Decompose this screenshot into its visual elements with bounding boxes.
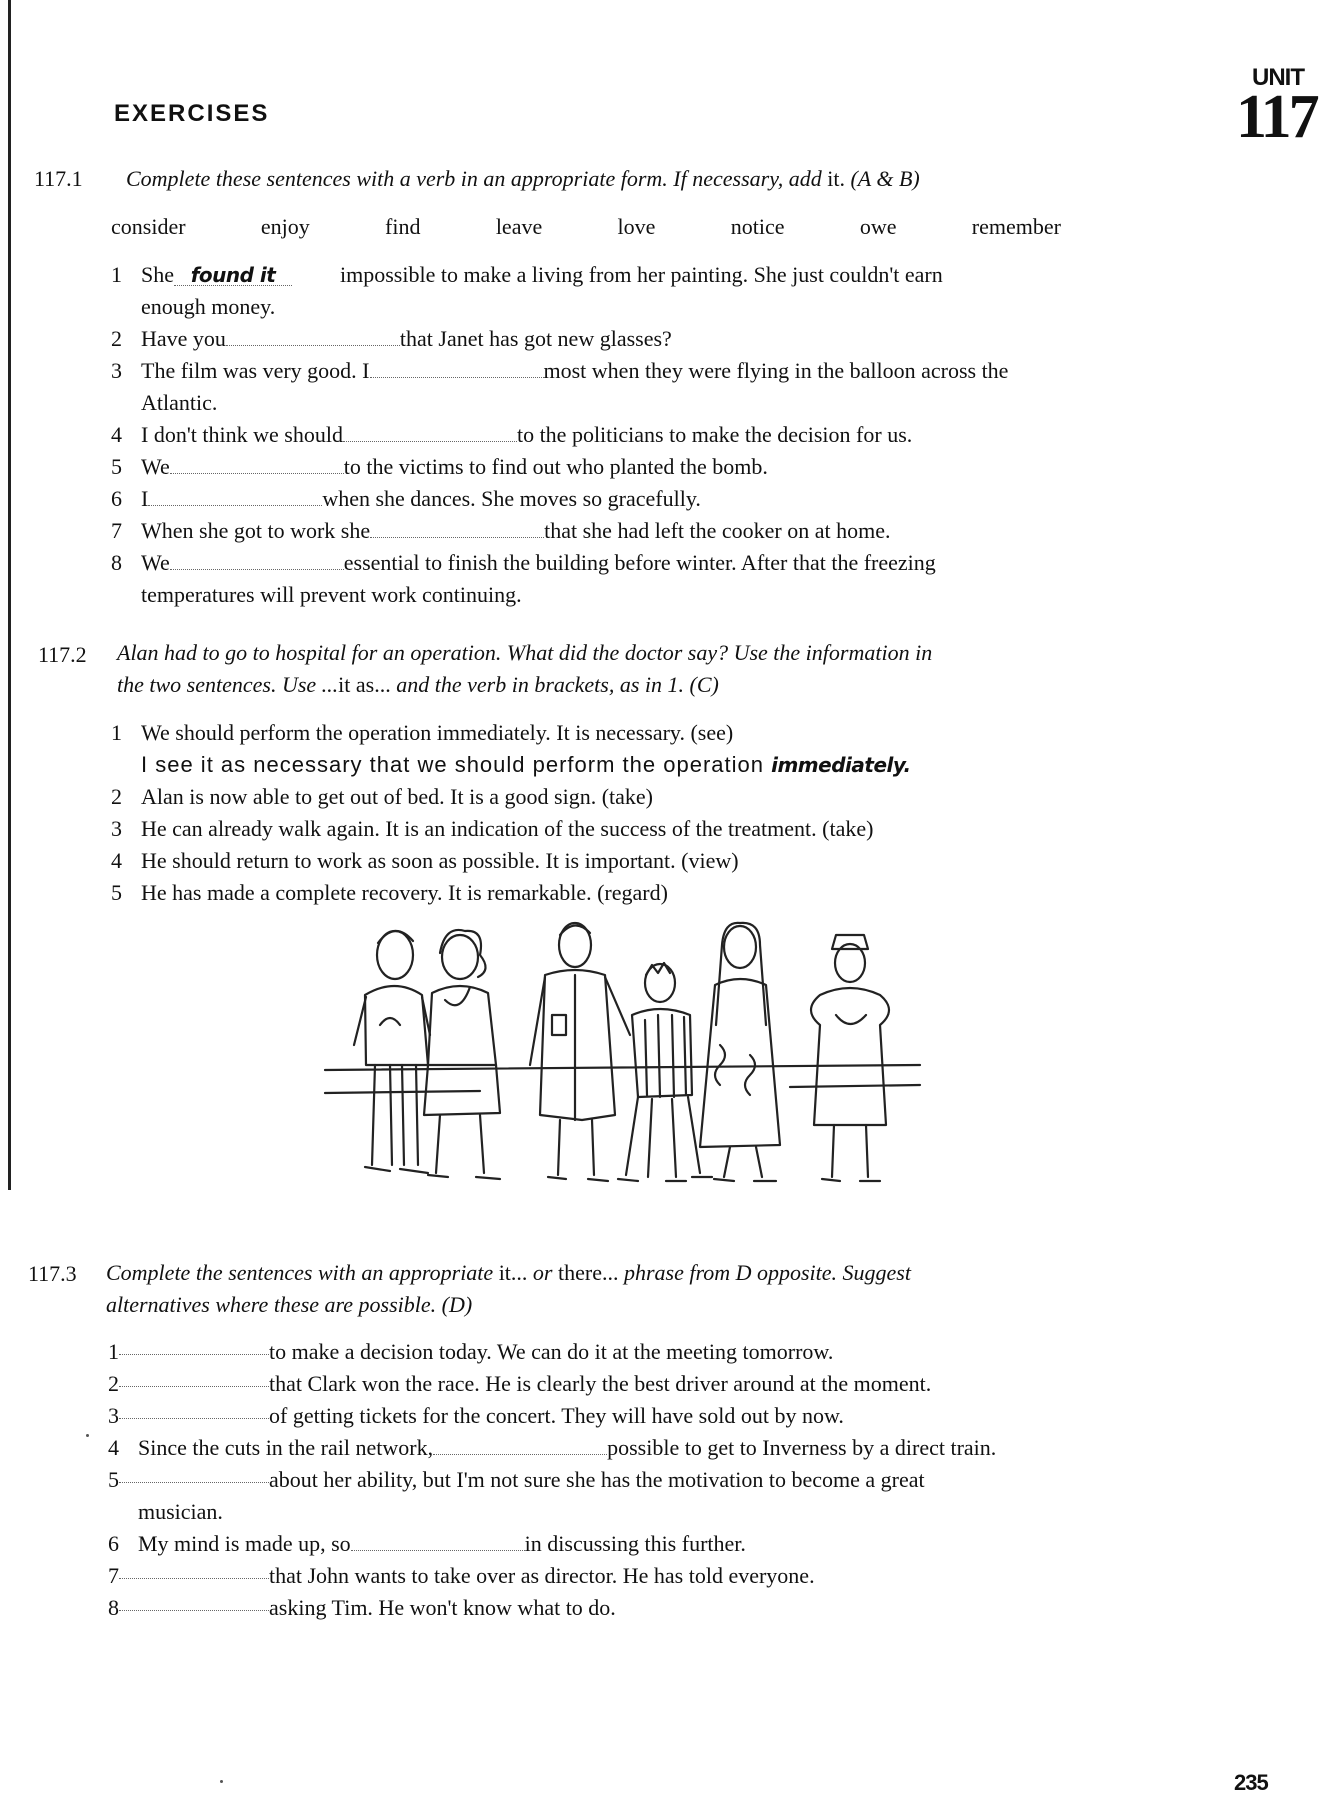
word-bank-item: leave bbox=[495, 214, 543, 239]
instruction-it: it. bbox=[827, 166, 845, 191]
exercise-instruction bbox=[106, 1257, 1206, 1321]
exercise-item bbox=[111, 355, 1231, 387]
exercise-item bbox=[108, 1528, 1228, 1560]
exercise-item bbox=[108, 1336, 1228, 1368]
exercise-item bbox=[111, 547, 1231, 579]
item-text: Have you bbox=[141, 326, 226, 351]
instruction-there: there... bbox=[557, 1260, 619, 1285]
item-text: She bbox=[141, 262, 174, 287]
answer-blank[interactable] bbox=[119, 1368, 269, 1387]
item-number: 2 bbox=[108, 1371, 119, 1396]
answer-blank[interactable] bbox=[119, 1592, 269, 1611]
item-continuation: enough money. bbox=[141, 294, 276, 319]
item-text: that John wants to take over as director. He has told everyone. bbox=[269, 1563, 815, 1588]
item-number: 3 bbox=[111, 816, 122, 841]
instruction-ref: (A & B) bbox=[850, 166, 920, 191]
item-continuation: Atlantic. bbox=[141, 390, 218, 415]
item-number: 5 bbox=[111, 880, 122, 905]
item-text: When she got to work she bbox=[141, 518, 371, 543]
item-continuation: musician. bbox=[138, 1499, 223, 1524]
item-text: in discussing this further. bbox=[524, 1531, 746, 1556]
instruction-tail: If necessary, add bbox=[673, 166, 822, 191]
instruction-text: or bbox=[532, 1260, 553, 1285]
exercise-item bbox=[108, 1592, 1228, 1624]
example-answer bbox=[111, 749, 1231, 781]
item-text: He has made a complete recovery. It is remarkable. (regard) bbox=[141, 880, 668, 905]
answer-blank[interactable] bbox=[119, 1400, 269, 1419]
item-number: 4 bbox=[108, 1435, 119, 1460]
page-number: 235 bbox=[1234, 1770, 1268, 1795]
instruction-text: Complete these sentences with a verb in an appropriate form. bbox=[126, 166, 668, 191]
nurse-figure bbox=[811, 935, 889, 1181]
answer-blank[interactable] bbox=[170, 551, 344, 570]
answer-blank[interactable] bbox=[119, 1464, 269, 1483]
answer-blank[interactable] bbox=[170, 455, 344, 474]
section-heading: EXERCISES bbox=[114, 100, 270, 127]
man-figure bbox=[354, 931, 430, 1173]
example-answer-text: I see it as necessary that we should perform the operation bbox=[141, 752, 764, 777]
word-bank bbox=[111, 214, 1061, 240]
instruction-line bbox=[117, 669, 1197, 701]
item-text: when she dances. She moves so gracefully. bbox=[322, 486, 701, 511]
item-number: 3 bbox=[108, 1403, 119, 1428]
item-number: 6 bbox=[108, 1531, 119, 1556]
woman-figure bbox=[424, 930, 500, 1179]
item-number: 8 bbox=[111, 550, 122, 575]
item-number: 1 bbox=[111, 262, 122, 287]
exercise-item bbox=[108, 1464, 1228, 1496]
exercise-item bbox=[111, 323, 1231, 355]
item-text: He should return to work as soon as possible. It is important. (view) bbox=[141, 848, 739, 873]
margin-rule bbox=[8, 0, 11, 1190]
exercise-instruction bbox=[126, 163, 1186, 195]
exercise-item bbox=[111, 515, 1231, 547]
patient-figure bbox=[618, 963, 712, 1181]
item-number: 1 bbox=[108, 1339, 119, 1364]
item-text: essential to finish the building before winter. After that the freezing bbox=[343, 550, 936, 575]
item-text: Since the cuts in the rail network, bbox=[138, 1435, 434, 1460]
item-text: I bbox=[141, 486, 149, 511]
exercise-number: 117.1 bbox=[34, 166, 83, 191]
word-bank-item: notice bbox=[730, 214, 785, 239]
word-bank-item: consider bbox=[111, 214, 186, 239]
exercise-items bbox=[111, 259, 1231, 611]
instruction-text: and the verb in brackets, as in 1. (C) bbox=[396, 672, 719, 697]
exercise-item bbox=[108, 1368, 1228, 1400]
exercise-item bbox=[108, 1432, 1228, 1464]
word-bank-item: find bbox=[385, 214, 421, 239]
instruction-it: it... bbox=[498, 1260, 528, 1285]
answer-blank[interactable] bbox=[370, 519, 544, 538]
item-number: 6 bbox=[111, 486, 122, 511]
item-text: about her ability, but I'm not sure she has the motivation to become a great bbox=[269, 1467, 925, 1492]
exercise-item bbox=[111, 259, 1231, 291]
item-text: to the victims to find out who planted the bomb. bbox=[343, 454, 768, 479]
word-bank-item: remember bbox=[971, 214, 1061, 239]
item-number: 4 bbox=[111, 422, 122, 447]
item-text: impossible to make a living from her painting. She just couldn't earn bbox=[340, 262, 943, 287]
item-text: most when they were flying in the balloon across the bbox=[543, 358, 1009, 383]
item-text: Alan is now able to get out of bed. It is a good sign. (take) bbox=[141, 784, 654, 809]
item-text: We bbox=[141, 454, 170, 479]
item-text: that Janet has got new glasses? bbox=[399, 326, 672, 351]
instruction-it: it as... bbox=[338, 672, 391, 697]
answer-blank[interactable] bbox=[148, 487, 322, 506]
word-bank-item: owe bbox=[859, 214, 897, 239]
item-number: 5 bbox=[108, 1467, 119, 1492]
item-text: possible to get to Inverness by a direct train. bbox=[607, 1435, 997, 1460]
handwritten-answer: found it bbox=[174, 265, 292, 286]
unit-label: UNIT bbox=[1252, 64, 1304, 91]
answer-blank[interactable] bbox=[119, 1560, 269, 1579]
item-number: 1 bbox=[111, 720, 122, 745]
woman-longhair-figure bbox=[700, 923, 780, 1181]
exercise-number: 117.3 bbox=[28, 1261, 77, 1286]
instruction-line bbox=[106, 1257, 1206, 1289]
exercise-items bbox=[111, 717, 1231, 909]
instruction-line: Alan had to go to hospital for an operation. What did the doctor say? Use the information in bbox=[117, 640, 933, 665]
item-number: 2 bbox=[111, 326, 122, 351]
item-text: We bbox=[141, 550, 170, 575]
item-text: that Clark won the race. He is clearly the best driver around at the moment. bbox=[269, 1371, 932, 1396]
item-text: to the politicians to make the decision for us. bbox=[516, 422, 913, 447]
hospital-illustration bbox=[320, 915, 930, 1195]
item-number: 5 bbox=[111, 454, 122, 479]
doctor-figure bbox=[530, 923, 630, 1181]
exercise-item bbox=[111, 813, 1231, 845]
item-text: We should perform the operation immediately. It is necessary. (see) bbox=[141, 720, 734, 745]
answer-blank[interactable] bbox=[370, 359, 544, 378]
item-text: of getting tickets for the concert. They will have sold out by now. bbox=[269, 1403, 844, 1428]
handwritten-answer: immediately. bbox=[771, 753, 911, 777]
scan-speck bbox=[220, 1780, 223, 1783]
item-text: asking Tim. He won't know what to do. bbox=[269, 1595, 616, 1620]
word-bank-item: love bbox=[617, 214, 656, 239]
word-bank-item: enjoy bbox=[260, 214, 310, 239]
item-number: 2 bbox=[111, 784, 122, 809]
item-text: My mind is made up, so bbox=[138, 1531, 351, 1556]
scan-speck bbox=[86, 1434, 89, 1437]
exercise-item bbox=[111, 717, 1231, 749]
unit-number: 117 bbox=[1236, 83, 1317, 151]
answer-blank[interactable] bbox=[119, 1336, 269, 1355]
item-text: to make a decision today. We can do it at the meeting tomorrow. bbox=[269, 1339, 834, 1364]
exercise-number: 117.2 bbox=[38, 642, 87, 667]
exercise-instruction bbox=[117, 637, 1197, 701]
exercise-item bbox=[111, 781, 1231, 813]
item-number: 3 bbox=[111, 358, 122, 383]
item-text: that she had left the cooker on at home. bbox=[544, 518, 891, 543]
item-number: 7 bbox=[108, 1563, 119, 1588]
item-text: I don't think we should bbox=[141, 422, 343, 447]
item-number: 8 bbox=[108, 1595, 119, 1620]
exercise-item bbox=[108, 1400, 1228, 1432]
answer-blank[interactable] bbox=[433, 1436, 607, 1455]
item-number: 4 bbox=[111, 848, 122, 873]
exercise-item bbox=[111, 419, 1231, 451]
answer-blank[interactable] bbox=[351, 1532, 525, 1551]
item-text: He can already walk again. It is an indication of the success of the treatment. (take) bbox=[141, 816, 874, 841]
exercise-item bbox=[111, 483, 1231, 515]
item-number: 7 bbox=[111, 518, 122, 543]
instruction-text: phrase from D opposite. Suggest bbox=[623, 1260, 911, 1285]
instruction-text: the two sentences. Use ... bbox=[117, 672, 339, 697]
exercise-item bbox=[108, 1560, 1228, 1592]
item-continuation: temperatures will prevent work continuing. bbox=[141, 582, 522, 607]
answer-blank[interactable] bbox=[343, 423, 517, 442]
exercise-item bbox=[111, 451, 1231, 483]
instruction-line: alternatives where these are possible. (D) bbox=[106, 1292, 473, 1317]
exercise-item bbox=[111, 877, 1231, 909]
item-text: The film was very good. I bbox=[141, 358, 370, 383]
exercise-item bbox=[111, 845, 1231, 877]
instruction-text: Complete the sentences with an appropriate bbox=[106, 1260, 494, 1285]
exercise-items bbox=[108, 1336, 1228, 1624]
answer-blank[interactable] bbox=[226, 327, 400, 346]
